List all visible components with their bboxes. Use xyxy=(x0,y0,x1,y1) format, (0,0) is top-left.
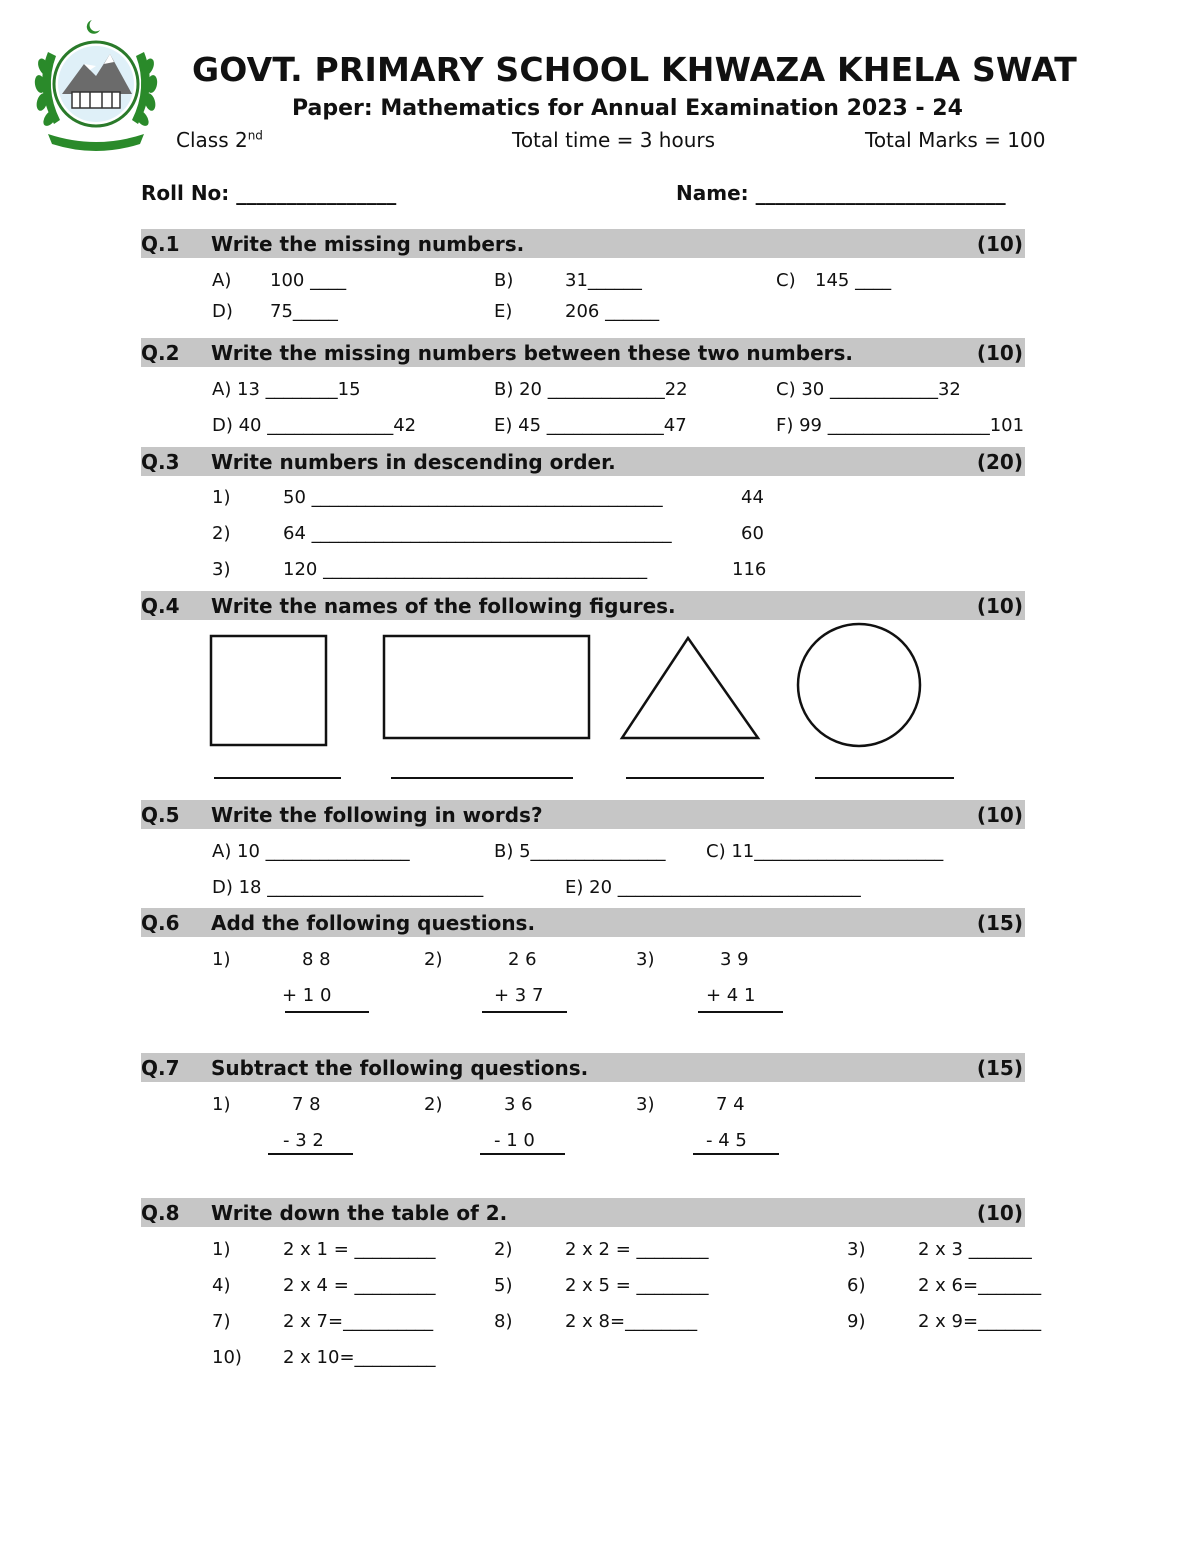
answer-blank[interactable]: 206 ______ xyxy=(565,301,660,322)
addend-bottom: + 1 0 xyxy=(282,985,332,1006)
answer-blank[interactable]: 50 _______________________________________ xyxy=(283,487,663,508)
total-marks: Total Marks = 100 xyxy=(865,128,1046,152)
question-marks: (10) xyxy=(976,803,1023,827)
answer-blank[interactable]: D) 18 ________________________ xyxy=(212,877,484,898)
table-row-blank[interactable]: 2 x 10=_________ xyxy=(283,1347,436,1368)
addend-top: 2 6 xyxy=(508,949,537,970)
table-row-label: 3) xyxy=(847,1239,866,1260)
table-row-blank[interactable]: 2 x 3 _______ xyxy=(918,1239,1032,1260)
answer-blank[interactable]: D) 40 ______________42 xyxy=(212,415,417,436)
answer-blank[interactable]: 120 ____________________________________ xyxy=(283,559,648,580)
total-time: Total time = 3 hours xyxy=(512,128,716,152)
question-marks: (15) xyxy=(976,911,1023,935)
square-figure xyxy=(211,636,326,745)
answer-label: 2) xyxy=(212,523,231,544)
answer-blank[interactable]: A) 10 ________________ xyxy=(212,841,410,862)
answer-line[interactable] xyxy=(693,1153,779,1155)
table-row-blank[interactable]: 2 x 7=__________ xyxy=(283,1311,434,1332)
class-label: Class 2nd xyxy=(176,128,263,152)
table-row-blank[interactable]: 2 x 9=_______ xyxy=(918,1311,1042,1332)
subtrahend: - 4 5 xyxy=(706,1130,747,1151)
question-text: Write numbers in descending order. xyxy=(211,450,616,474)
answer-blank[interactable]: B) 5_______________ xyxy=(494,841,666,862)
answer-line[interactable] xyxy=(482,1011,567,1013)
answer-blank[interactable]: 64 ________________________________________ xyxy=(283,523,672,544)
question-marks: (10) xyxy=(976,1201,1023,1225)
question-text: Subtract the following questions. xyxy=(211,1056,589,1080)
answer-blank[interactable]: A) 13 ________15 xyxy=(212,379,361,400)
school-name: GOVT. PRIMARY SCHOOL KHWAZA KHELA SWAT xyxy=(192,50,1077,89)
question-text: Write the following in words? xyxy=(211,803,543,827)
table-row-label: 8) xyxy=(494,1311,513,1332)
answer-label: 3) xyxy=(212,559,231,580)
minuend: 3 6 xyxy=(504,1094,533,1115)
question-number: Q.2 xyxy=(141,341,180,365)
question-text: Write the names of the following figures. xyxy=(211,594,676,618)
sequence-end: 60 xyxy=(741,523,764,544)
answer-label: B) xyxy=(494,270,514,291)
minuend: 7 4 xyxy=(716,1094,745,1115)
question-text: Add the following questions. xyxy=(211,911,536,935)
addend-top: 3 9 xyxy=(720,949,749,970)
school-emblem-logo xyxy=(28,12,164,154)
figure-answer-line[interactable] xyxy=(391,777,573,779)
table-row-label: 9) xyxy=(847,1311,866,1332)
table-row-label: 7) xyxy=(212,1311,231,1332)
problem-label: 2) xyxy=(424,1094,443,1115)
question-marks: (10) xyxy=(976,341,1023,365)
question-6-header xyxy=(141,908,1025,937)
question-1-header xyxy=(141,229,1025,258)
question-marks: (10) xyxy=(976,594,1023,618)
question-marks: (15) xyxy=(976,1056,1023,1080)
subtrahend: - 1 0 xyxy=(494,1130,535,1151)
problem-label: 1) xyxy=(212,1094,231,1115)
answer-label: E) xyxy=(494,301,513,322)
question-number: Q.5 xyxy=(141,803,180,827)
roll-number-field[interactable]: Roll No: ________________ xyxy=(141,181,397,205)
answer-blank[interactable]: 75_____ xyxy=(270,301,338,322)
table-row-label: 5) xyxy=(494,1275,513,1296)
question-number: Q.7 xyxy=(141,1056,180,1080)
question-number: Q.6 xyxy=(141,911,180,935)
table-row-label: 6) xyxy=(847,1275,866,1296)
paper-title: Paper: Mathematics for Annual Examination 2023 - 24 xyxy=(292,96,963,121)
table-row-blank[interactable]: 2 x 2 = ________ xyxy=(565,1239,709,1260)
question-number: Q.3 xyxy=(141,450,180,474)
problem-label: 1) xyxy=(212,949,231,970)
addend-bottom: + 4 1 xyxy=(706,985,756,1006)
answer-label: A) xyxy=(212,270,232,291)
answer-label: D) xyxy=(212,301,233,322)
answer-line[interactable] xyxy=(698,1011,783,1013)
subtrahend: - 3 2 xyxy=(283,1130,324,1151)
question-8-header xyxy=(141,1198,1025,1227)
answer-blank[interactable]: 145 ____ xyxy=(815,270,892,291)
addend-bottom: + 3 7 xyxy=(494,985,544,1006)
question-text: Write the missing numbers. xyxy=(211,232,525,256)
answer-blank[interactable]: 100 ____ xyxy=(270,270,347,291)
question-marks: (10) xyxy=(976,232,1023,256)
answer-line[interactable] xyxy=(285,1011,369,1013)
problem-label: 2) xyxy=(424,949,443,970)
question-2-header xyxy=(141,338,1025,367)
rectangle-figure xyxy=(384,636,589,738)
question-number: Q.8 xyxy=(141,1201,180,1225)
table-row-blank[interactable]: 2 x 4 = _________ xyxy=(283,1275,436,1296)
table-row-label: 4) xyxy=(212,1275,231,1296)
question-4-header xyxy=(141,591,1025,620)
question-marks: (20) xyxy=(976,450,1023,474)
answer-label: 1) xyxy=(212,487,231,508)
answer-line[interactable] xyxy=(268,1153,353,1155)
answer-blank[interactable]: B) 20 _____________22 xyxy=(494,379,688,400)
answer-blank[interactable]: E) 45 _____________47 xyxy=(494,415,687,436)
problem-label: 3) xyxy=(636,949,655,970)
figures-group xyxy=(200,618,940,758)
addend-top: 8 8 xyxy=(302,949,331,970)
table-row-blank[interactable]: 2 x 8=________ xyxy=(565,1311,698,1332)
table-row-blank[interactable]: 2 x 5 = ________ xyxy=(565,1275,709,1296)
table-row-blank[interactable]: 2 x 6=_______ xyxy=(918,1275,1042,1296)
question-number: Q.4 xyxy=(141,594,180,618)
minuend: 7 8 xyxy=(292,1094,321,1115)
figure-answer-line[interactable] xyxy=(626,777,764,779)
table-row-blank[interactable]: 2 x 1 = _________ xyxy=(283,1239,436,1260)
answer-blank[interactable]: F) 99 __________________101 xyxy=(776,415,1025,436)
answer-line[interactable] xyxy=(480,1153,565,1155)
student-name-field[interactable]: Name: _________________________ xyxy=(676,181,1006,205)
table-row-label: 1) xyxy=(212,1239,231,1260)
problem-label: 3) xyxy=(636,1094,655,1115)
question-5-header xyxy=(141,800,1025,829)
table-row-label: 10) xyxy=(212,1347,242,1368)
circle-figure xyxy=(798,624,920,746)
question-3-header xyxy=(141,447,1025,476)
question-number: Q.1 xyxy=(141,232,180,256)
triangle-figure xyxy=(622,638,758,738)
sequence-end: 44 xyxy=(741,487,764,508)
question-text: Write down the table of 2. xyxy=(211,1201,508,1225)
table-row-label: 2) xyxy=(494,1239,513,1260)
sequence-end: 116 xyxy=(732,559,767,580)
answer-blank[interactable]: E) 20 ___________________________ xyxy=(565,877,861,898)
question-7-header xyxy=(141,1053,1025,1082)
answer-label: C) xyxy=(776,270,796,291)
answer-blank[interactable]: C) 11_____________________ xyxy=(706,841,944,862)
figure-answer-line[interactable] xyxy=(815,777,954,779)
answer-blank[interactable]: 31______ xyxy=(565,270,642,291)
answer-blank[interactable]: C) 30 ____________32 xyxy=(776,379,961,400)
question-text: Write the missing numbers between these two numbers. xyxy=(211,341,853,365)
figure-answer-line[interactable] xyxy=(214,777,341,779)
